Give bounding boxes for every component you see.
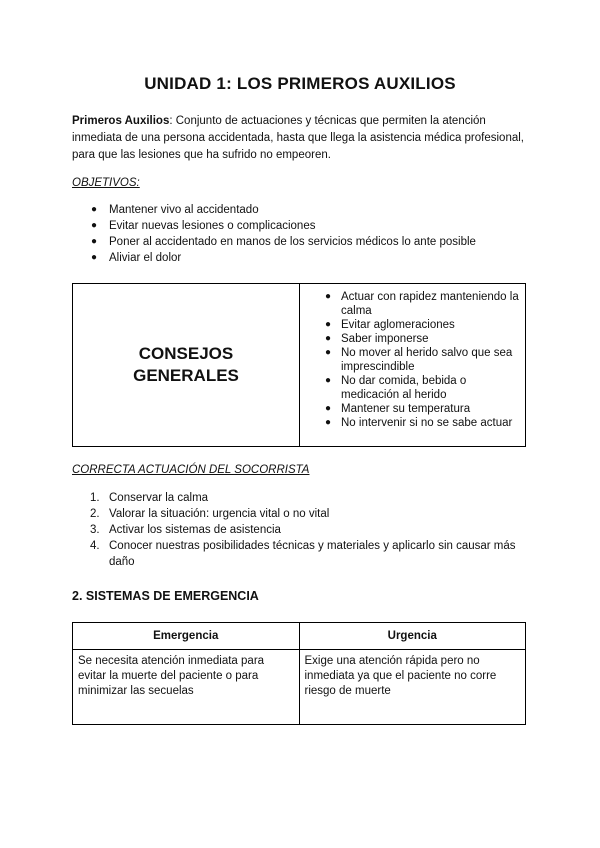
consejos-title: CONSEJOS GENERALES <box>73 284 300 446</box>
bullet-icon: ● <box>325 291 332 302</box>
list-item: ● Aliviar el dolor <box>91 252 182 264</box>
page-title: UNIDAD 1: LOS PRIMEROS AUXILIOS <box>144 74 456 93</box>
bullet-icon: ● <box>325 403 332 414</box>
list-item: ● Mantener su temperatura <box>325 403 471 415</box>
table-header-urgencia: Urgencia <box>299 623 526 650</box>
list-item: 3. Activar los sistemas de asistencia <box>90 524 281 536</box>
bullet-icon: ● <box>91 236 98 247</box>
table-row <box>73 650 526 725</box>
bullet-icon: ● <box>325 417 332 428</box>
list-item: ● Mantener vivo al accidentado <box>91 204 259 216</box>
list-item: ● No intervenir si no se sabe actuar <box>325 417 513 429</box>
bullet-icon: ● <box>91 204 98 215</box>
table-cell: Se necesita atención inmediata para evitar la muerte del paciente o para minimizar las secuelas <box>73 650 300 725</box>
list-item: ● Evitar nuevas lesiones o complicaciones <box>91 220 316 232</box>
list-item: ● Actuar con rapidez manteniendo la calma <box>325 291 519 317</box>
list-item: ● Saber imponerse <box>325 333 429 345</box>
table-cell: Exige una atención rápida pero no inmediata ya que el paciente no corre riesgo de muerte <box>299 650 526 725</box>
actuacion-list <box>72 490 542 570</box>
objetivos-heading: OBJETIVOS: <box>72 177 140 189</box>
objetivos-list <box>72 202 542 266</box>
list-item: 4. Conocer nuestras posibilidades técnicas y materiales y aplicarlo sin causar más daño <box>90 540 516 568</box>
consejos-box <box>72 283 526 447</box>
section-heading: 2. SISTEMAS DE EMERGENCIA <box>72 589 259 603</box>
intro-paragraph <box>72 113 534 164</box>
bullet-icon: ● <box>325 347 332 358</box>
list-item: ● No dar comida, bebida o medicación al herido <box>325 375 467 401</box>
actuacion-heading: CORRECTA ACTUACIÓN DEL SOCORRISTA <box>72 464 310 476</box>
bullet-icon: ● <box>325 375 332 386</box>
list-item: 2. Valorar la situación: urgencia vital o no vital <box>90 508 330 520</box>
intro-text: : Conjunto de actuaciones y técnicas que permiten la atención inmediata de una persona accidentada, hasta que llega la asistencia médica profesional, para que las lesiones que ha sufrido no empeoren. <box>72 115 524 161</box>
emergency-table <box>72 622 526 725</box>
bullet-icon: ● <box>325 319 332 330</box>
list-item: 1. Conservar la calma <box>90 492 209 504</box>
table-header-emergencia: Emergencia <box>73 623 300 650</box>
consejos-list <box>305 290 519 430</box>
list-item: ● Evitar aglomeraciones <box>325 319 455 331</box>
list-item: ● Poner al accidentado en manos de los servicios médicos lo ante posible <box>91 236 476 248</box>
bullet-icon: ● <box>325 333 332 344</box>
list-item: ● No mover al herido salvo que sea imprescindible <box>325 347 513 373</box>
bullet-icon: ● <box>91 252 98 263</box>
intro-term: Primeros Auxilios <box>72 115 170 127</box>
bullet-icon: ● <box>91 220 98 231</box>
